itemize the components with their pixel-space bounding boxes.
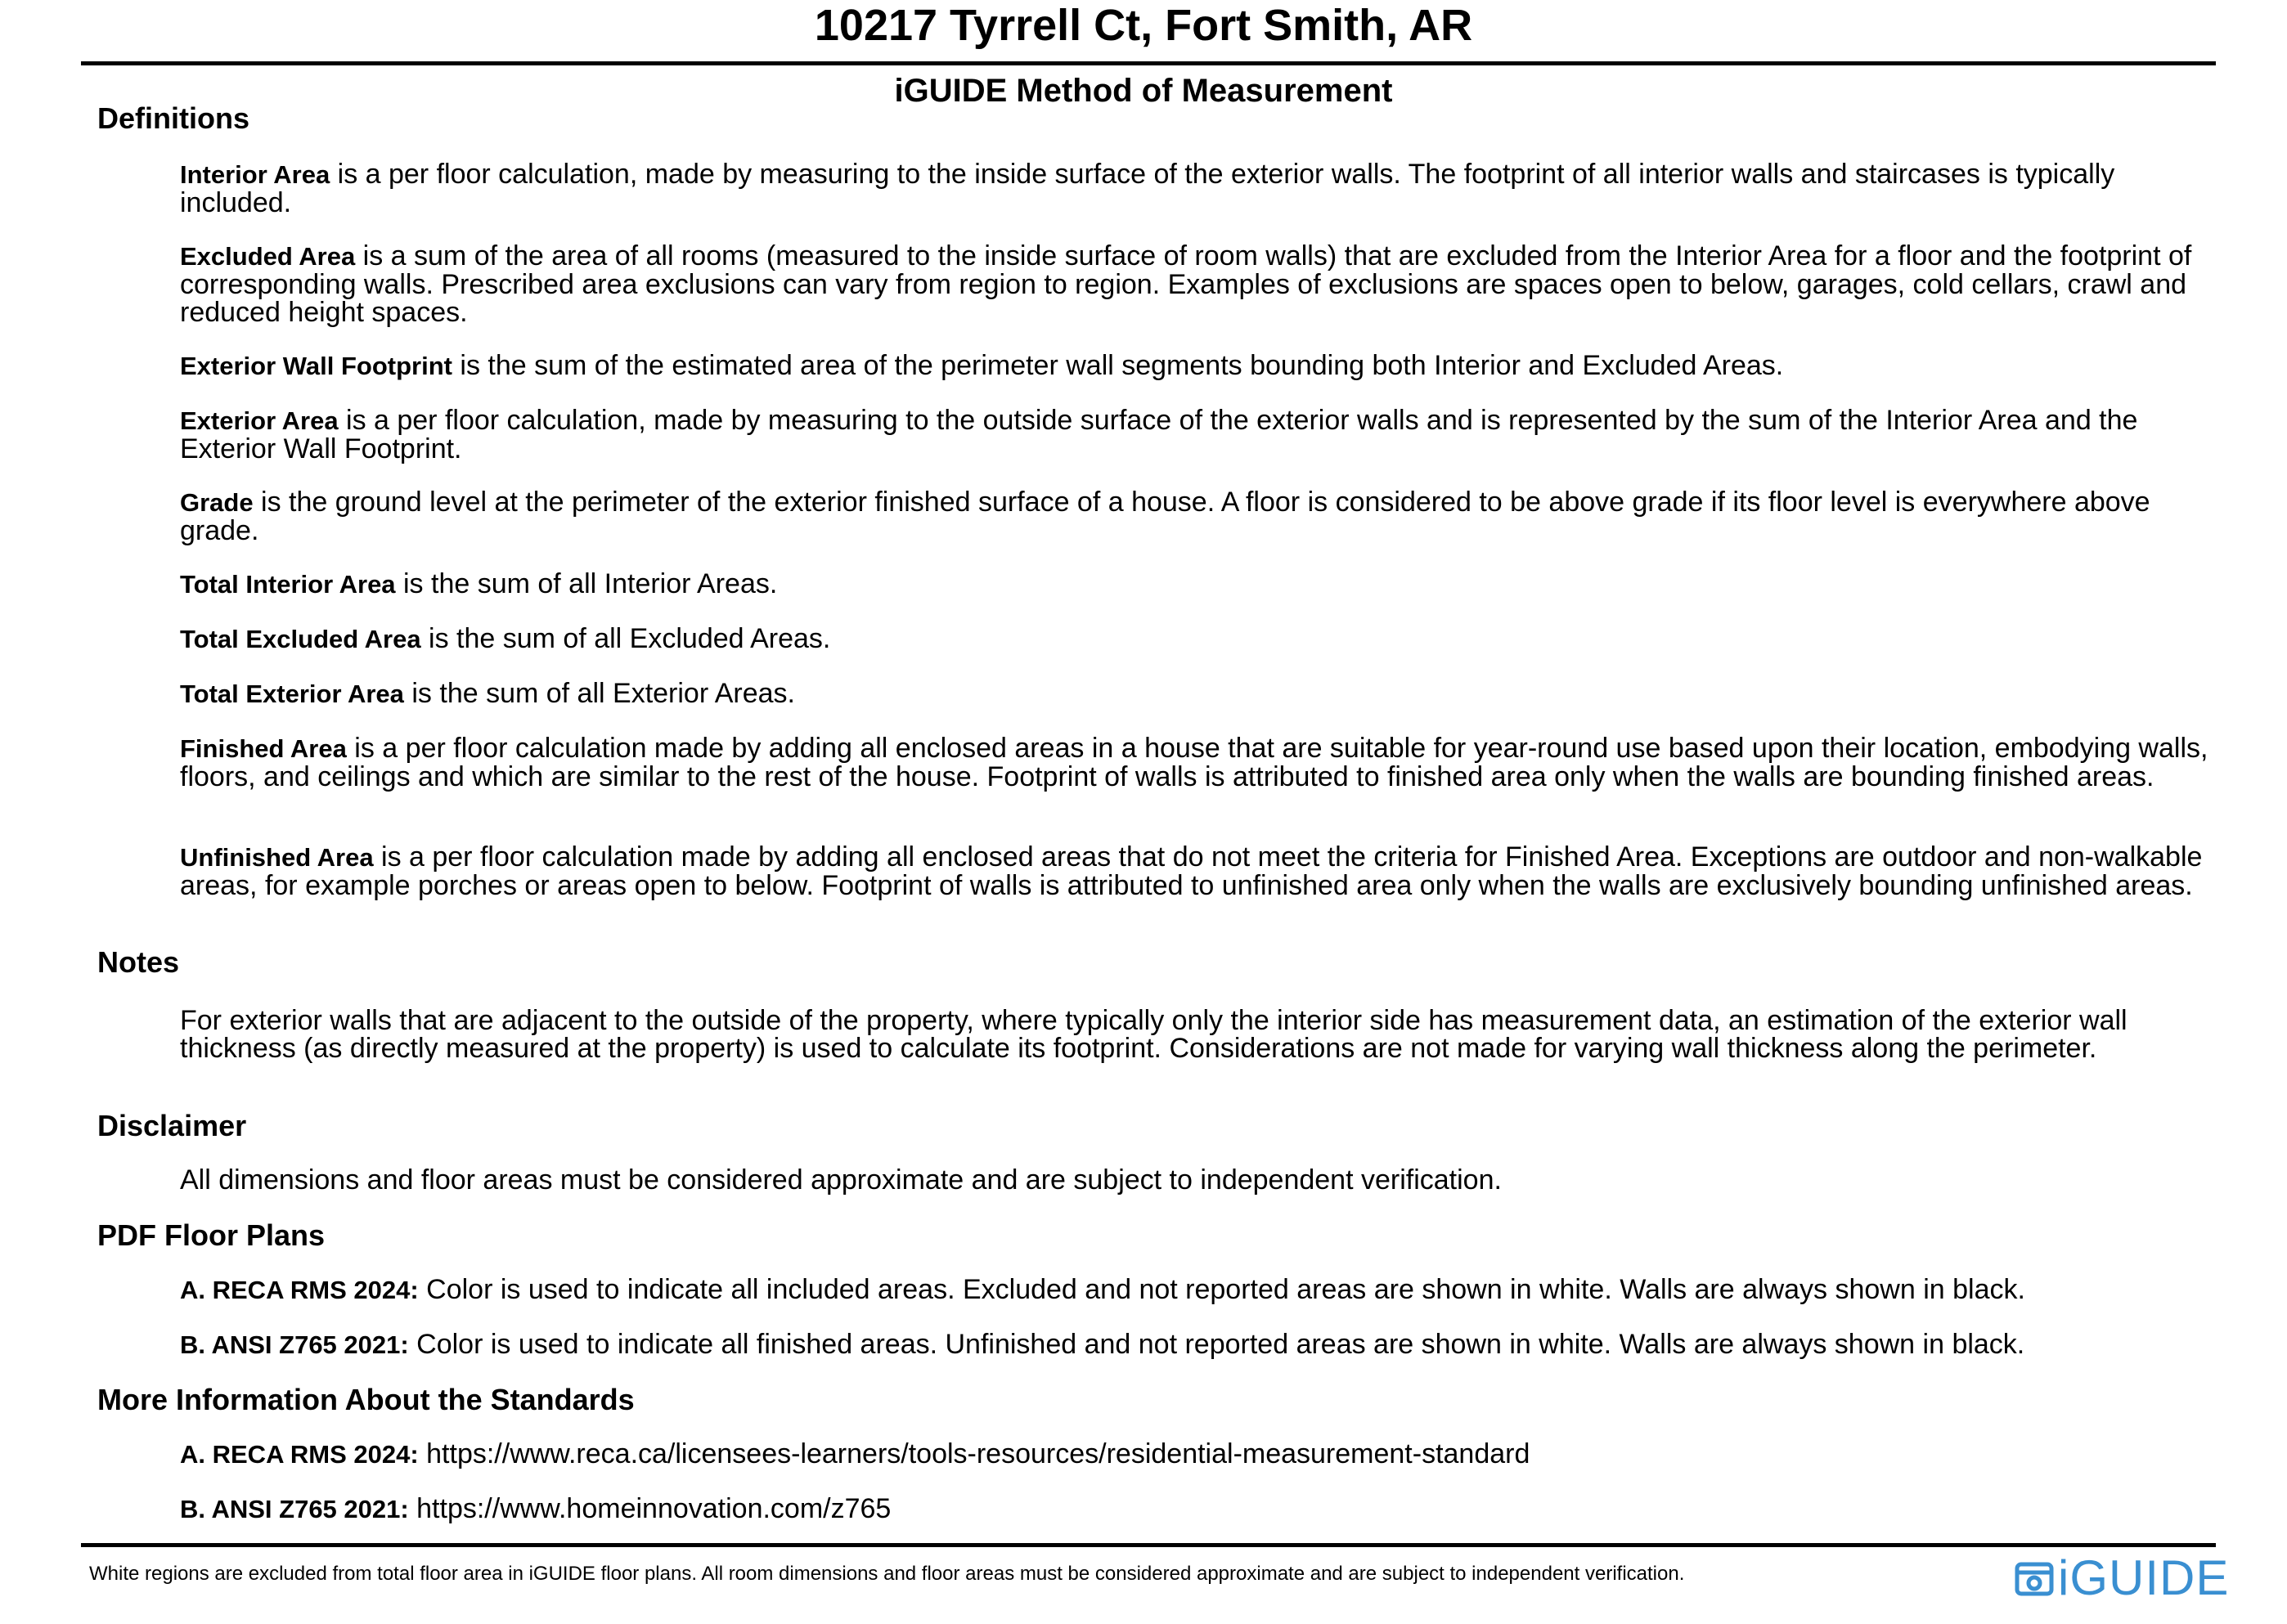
definition-term: Unfinished Area [180, 843, 374, 872]
definition-text: is a per floor calculation, made by measuring to the outside surface of the exterior walls and is represented by the sum of the Interior Area and the Exterior Wall Footprint. [180, 405, 2138, 464]
floor-plan-reca [180, 1276, 2225, 1304]
definition-total-exterior-area [180, 680, 2225, 708]
definition-term: Grade [180, 488, 254, 517]
definition-term: Total Interior Area [180, 570, 396, 599]
definition-text: is a per floor calculation made by adding all enclosed areas that do not meet the criteria for Finished Area. Exceptions are outdoor and non-walkable areas, for example porches or areas open to below. Footprint of walls is attributed to unfinished area only when the walls are exclusively bounding unfinished areas. [180, 841, 2203, 901]
page-title: 10217 Tyrrell Ct, Fort Smith, AR [814, 1, 1473, 50]
standard-ansi-link [180, 1495, 2225, 1523]
iguide-logo-text: iGUIDE [2058, 1550, 2230, 1605]
definition-interior-area [180, 160, 2225, 217]
standard-text: Color is used to indicate all finished areas. Unfinished and not reported areas are shown in white. Walls are always shown in black. [408, 1329, 2025, 1360]
bottom-divider [81, 1543, 2216, 1547]
definition-term: Total Exterior Area [180, 680, 404, 708]
definition-text: is the ground level at the perimeter of the exterior finished surface of a house. A floor is considered to be above grade if its floor level is everywhere above grade. [180, 487, 2150, 546]
definition-text: is a per floor calculation, made by measuring to the inside surface of the exterior walls. The footprint of all interior walls and staircases is typically included. [180, 159, 2115, 218]
definition-exterior-wall-footprint [180, 352, 2225, 380]
notes-heading: Notes [97, 945, 180, 979]
definition-term: Interior Area [180, 160, 330, 189]
iguide-logo [2014, 1550, 2230, 1605]
definition-text: is the sum of the estimated area of the perimeter wall segments bounding both Interior and Excluded Areas. [452, 350, 1784, 381]
floor-plans-heading: PDF Floor Plans [97, 1218, 326, 1252]
footer-note: White regions are excluded from total floor area in iGUIDE floor plans. All room dimensions and floor areas must be considered approximate and are subject to independent verification. [89, 1563, 1685, 1585]
definition-term: Finished Area [180, 734, 347, 763]
definition-text: is the sum of all Exterior Areas. [403, 678, 795, 709]
disclaimer-text: All dimensions and floor areas must be considered approximate and are subject to independent verification. [180, 1164, 1502, 1196]
definition-term: Excluded Area [180, 242, 356, 271]
definition-text: is the sum of all Interior Areas. [395, 568, 778, 599]
definition-grade [180, 488, 2225, 545]
standard-url[interactable]: https://www.homeinnovation.com/z765 [408, 1493, 892, 1524]
definition-excluded-area [180, 242, 2225, 326]
top-divider [81, 61, 2216, 65]
definitions-heading: Definitions [97, 101, 249, 135]
standard-term: B. ANSI Z765 2021: [180, 1330, 409, 1359]
iguide-logo-icon [2014, 1558, 2055, 1599]
definition-unfinished-area [180, 843, 2225, 899]
standard-text: Color is used to indicate all included areas. Excluded and not reported areas are shown in white. Walls are always shown in black. [418, 1274, 2025, 1305]
definition-total-excluded-area [180, 625, 2225, 653]
standard-reca-link [180, 1440, 2225, 1469]
standard-term: B. ANSI Z765 2021: [180, 1495, 409, 1523]
document-subtitle: iGUIDE Method of Measurement [894, 73, 1393, 109]
disclaimer-heading: Disclaimer [97, 1109, 247, 1142]
standard-url[interactable]: https://www.reca.ca/licensees-learners/tools-resources/residential-measurement-standard [418, 1438, 1530, 1469]
definition-exterior-area [180, 406, 2225, 463]
floor-plan-ansi [180, 1330, 2225, 1359]
notes-text: For exterior walls that are adjacent to the outside of the property, where typically only the interior side has measurement data, an estimation of the exterior wall thickness (as directly measured at the property) is used to calculate its footprint. Considerations are not made for varying wall thickness along the perimeter. [180, 1005, 2127, 1064]
definition-term: Total Excluded Area [180, 625, 421, 653]
standard-term: A. RECA RMS 2024: [180, 1276, 419, 1304]
definition-text: is a per floor calculation made by adding all enclosed areas in a house that are suitable for year-round use based upon their location, embodying walls, floors, and ceilings and which are similar to the rest of the house. Footprint of walls is attributed to finished area only when the walls are bounding finished areas. [180, 733, 2208, 792]
standards-heading: More Information About the Standards [97, 1383, 635, 1416]
definition-term: Exterior Area [180, 406, 339, 435]
definition-text: is a sum of the area of all rooms (measured to the inside surface of room walls) that are excluded from the Interior Area for a floor and the footprint of corresponding walls. Prescribed area exclusions can vary from region to region. Examples of exclusions are spaces open to below, garages, cold cellars, crawl and reduced height spaces. [180, 240, 2192, 328]
standard-term: A. RECA RMS 2024: [180, 1440, 419, 1469]
definition-term: Exterior Wall Footprint [180, 352, 452, 380]
definition-text: is the sum of all Excluded Areas. [420, 623, 831, 654]
definition-total-interior-area [180, 570, 2225, 599]
definition-finished-area [180, 734, 2225, 791]
